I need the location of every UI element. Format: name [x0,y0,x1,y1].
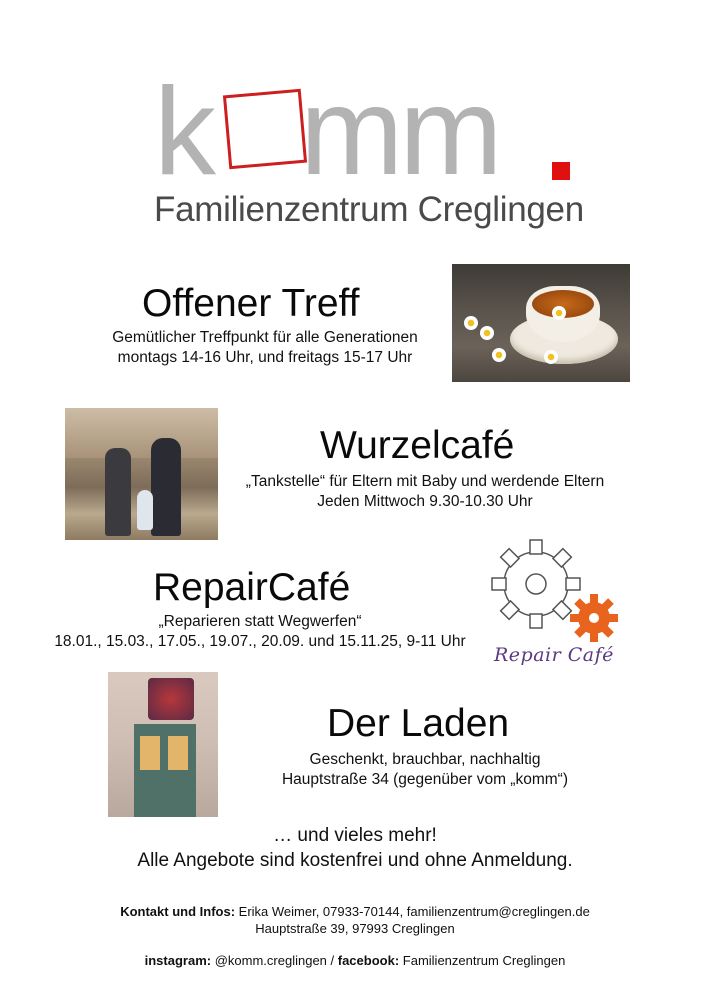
shop-cabinet-photo [108,672,218,817]
laden-title: Der Laden [327,702,510,745]
offener-treff-title: Offener Treff [142,282,360,325]
logo-letter-k: k [154,63,212,201]
offener-treff-line1: Gemütlicher Treffpunkt für alle Generationen [112,329,418,346]
contact-label: Kontakt und Infos: [120,904,236,919]
repaircafe-line1: „Reparieren statt Wegwerfen“ [158,613,362,630]
repair-cafe-logo-text: Repair Café [494,644,614,666]
father-silhouette [151,438,181,536]
daisy-icon [480,326,494,340]
repaircafe-line2: 18.01., 15.03., 17.05., 19.07., 20.09. und 15.11.25, 9-11 Uhr [54,633,466,650]
logo-red-dot [552,162,570,180]
closing-line2: Alle Angebote sind kostenfrei und ohne Anmeldung. [137,850,573,871]
wurzelcafe-title: Wurzelcafé [320,424,515,467]
daisy-icon [464,316,478,330]
offener-treff-line2: montags 14-16 Uhr, und freitags 15-17 Uhr [117,349,413,366]
daisy-icon [544,350,558,364]
facebook-label: facebook: [337,953,400,968]
repair-cafe-logo [488,536,623,672]
daisy-icon [552,306,566,320]
wurzelcafe-line1: „Tankstelle“ für Eltern mit Baby und werdende Eltern [245,473,605,490]
sky-shape [65,408,218,458]
logo-subtitle: Familienzentrum Creglingen [154,190,584,229]
instagram-label: instagram: [144,953,212,968]
instagram-handle: @komm.creglingen / [214,953,335,968]
mother-silhouette [105,448,131,536]
gears-icon [488,536,623,646]
tea-cup-photo [452,264,630,382]
closing-line1: … und vieles mehr! [273,825,437,846]
daisy-icon [492,348,506,362]
social-line [0,952,710,970]
komm-logo [150,63,584,240]
logo-letters-mm: mm [300,63,499,201]
child-silhouette [137,490,153,530]
family-walking-photo [65,408,218,540]
logo-red-square [223,89,307,170]
painting-shape [148,678,194,720]
cabinet-window-shape [168,736,188,770]
cabinet-window-shape [140,736,160,770]
contact-details: Erika Weimer, 07933-70144, familienzentrum@creglingen.de [238,904,590,919]
repaircafe-title: RepairCafé [153,566,351,609]
facebook-page: Familienzentrum Creglingen [402,953,566,968]
contact-address: Hauptstraße 39, 97993 Creglingen [255,921,455,936]
laden-line1: Geschenkt, brauchbar, nachhaltig [309,751,541,768]
wurzelcafe-line2: Jeden Mittwoch 9.30-10.30 Uhr [317,493,533,510]
laden-line2: Hauptstraße 34 (gegenüber vom „komm“) [281,771,568,788]
contact-line [0,903,710,921]
